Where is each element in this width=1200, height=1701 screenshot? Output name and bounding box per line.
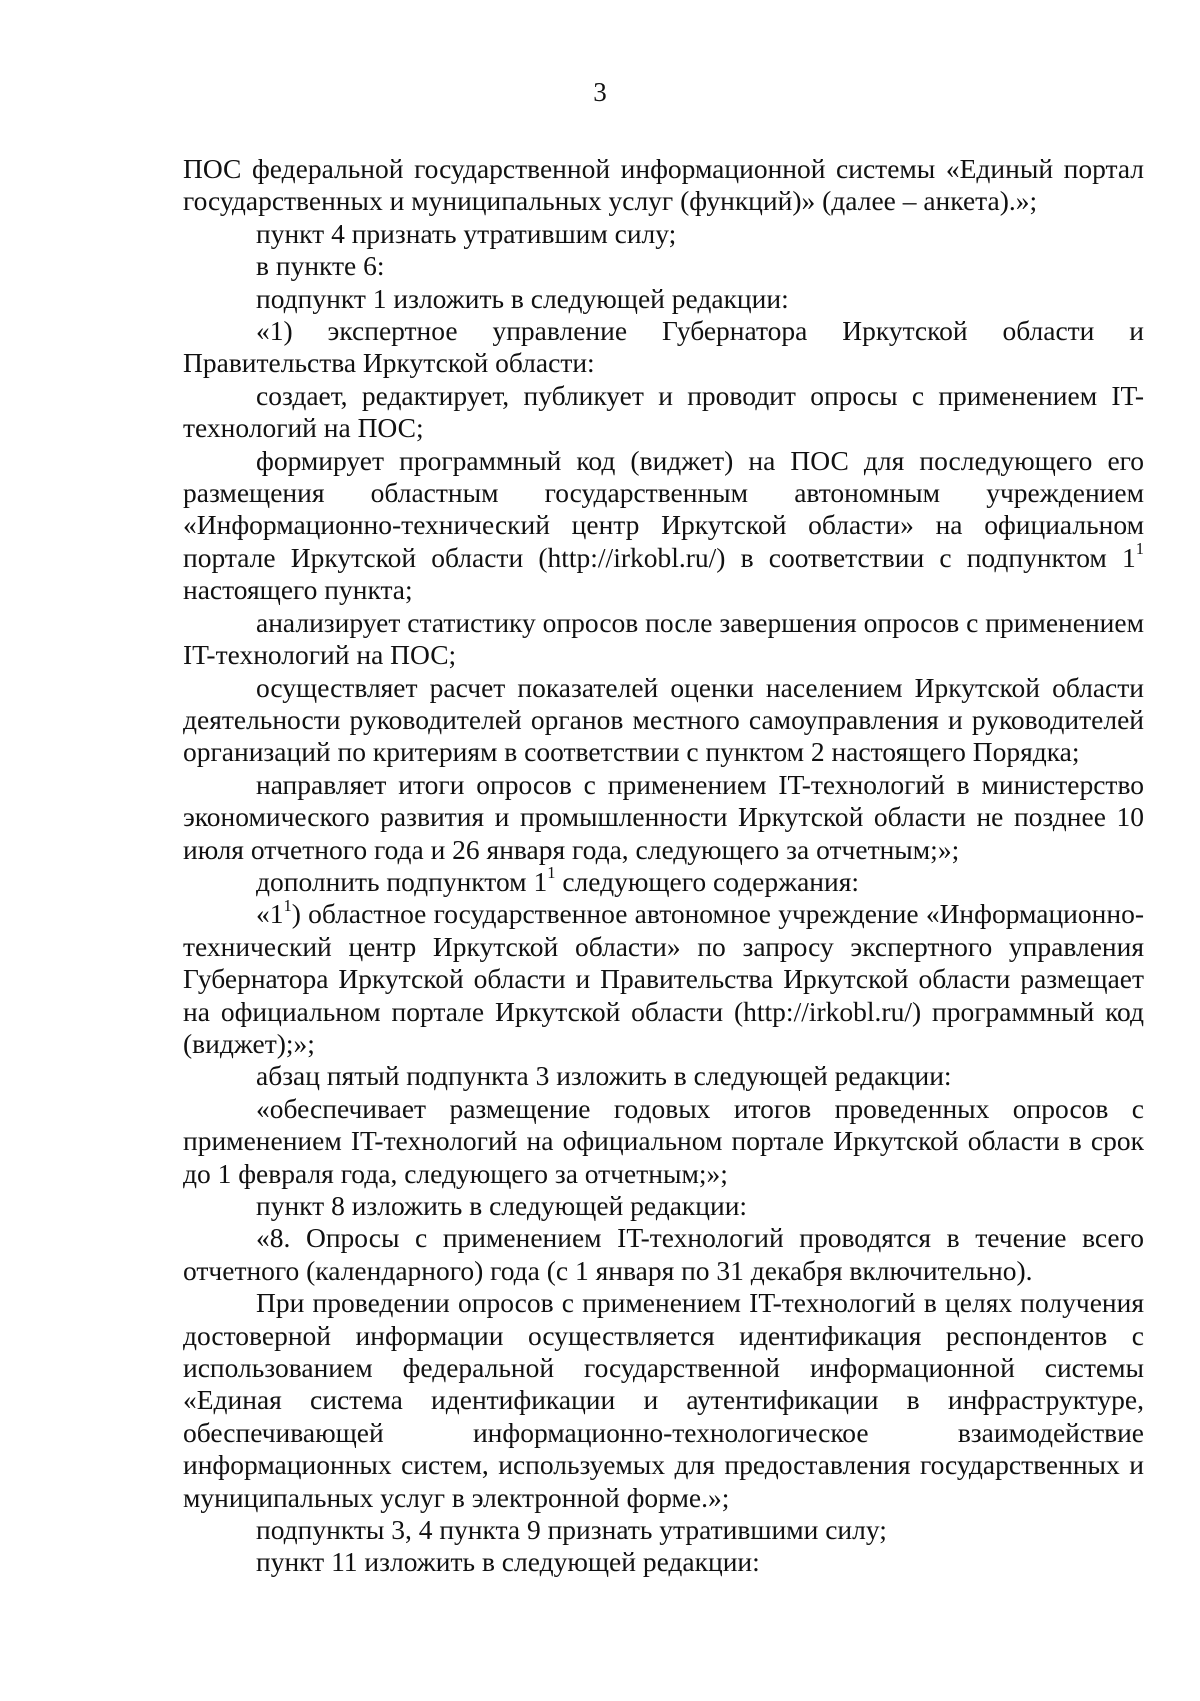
paragraph-6: создает, редактирует, публикует и проводит опросы с применением IT-технологий на ПОС; <box>183 379 1144 444</box>
paragraph-10: направляет итоги опросов с применением IT-технологий в министерство экономического развития и промышленности Иркутской области не позднее 10 июля отчетного года и 26 января года, следующего за отчетным;»; <box>183 768 1144 865</box>
paragraph-12: «$1^1$) областное государственное автономное учреждение «Информационно-технический центр Иркутской области» по запросу экспертного управления Губернатора Иркутской области и Правительства Иркутской области размещает на официальном портале Иркутской области (http://irkobl.ru/) программный код (виджет);»; <box>183 895 1144 1059</box>
paragraph-9: осуществляет расчет показателей оценки населением Иркутской области деятельности руководителей органов местного самоуправления и руководителей организаций по критериям в соответствии с пунктом 2 настоящего Порядка; <box>183 671 1144 768</box>
paragraph-7: формирует программный код (виджет) на ПОС для последующего его размещения областным государственным автономным учреждением «Информационно-технический центр Иркутской области» на официальном портале Иркутской области (http://irkobl.ru/) в соответствии с подпунктом $1^1$ настоящего пункта; <box>183 444 1144 606</box>
paragraph-15: пункт 8 изложить в следующей редакции: <box>256 1190 748 1221</box>
paragraph-16: «8. Опросы с применением IT-технологий проводятся в течение всего отчетного (календарного) года (с 1 января по 31 декабря включительно). <box>183 1222 1144 1286</box>
paragraph-11: дополнить подпунктом $1^1$ следующего содержания: <box>256 863 860 897</box>
paragraph-8: анализирует статистику опросов после завершения опросов с применением IT-технологий на ПОС; <box>183 606 1144 671</box>
paragraph-13: абзац пятый подпункта 3 изложить в следующей редакции: <box>256 1060 952 1092</box>
paragraph-3: в пункте 6: <box>256 250 385 282</box>
paragraph-5: «1) экспертное управление Губернатора Иркутской области и Правительства Иркутской области: <box>183 315 1144 379</box>
paragraph-14: «обеспечивает размещение годовых итогов проведенных опросов с применением IT-технологий на официальном портале Иркутской области в срок до 1 февраля года, следующего за отчетным;»; <box>183 1092 1144 1189</box>
superscript: 1 <box>1135 539 1144 559</box>
paragraph-18: подпункты 3, 4 пункта 9 признать утратившими силу; <box>256 1514 887 1546</box>
paragraph-2: пункт 4 признать утратившим силу; <box>256 217 677 249</box>
superscript: 1 <box>283 895 292 915</box>
paragraph-17: При проведении опросов с применением IT-технологий в целях получения достоверной информации осуществляется идентификация респондентов с использованием федеральной государственной информационной системы «Единая система идентификации и аутентификации в инфраструктуре, обеспечивающей информационно-технологическое взаимодействие информационных систем, используемых для предоставления государственных и муниципальных услуг в электронной форме.»; <box>183 1287 1144 1513</box>
paragraph-4: подпункт 1 изложить в следующей редакции: <box>256 282 789 314</box>
paragraph-19: пункт 11 изложить в следующей редакции: <box>256 1546 760 1578</box>
document-body <box>183 153 1144 1579</box>
page-number: 3 <box>593 77 607 107</box>
superscript: 1 <box>547 863 556 883</box>
paragraph-1: ПОС федеральной государственной информационной системы «Единый портал государственных и муниципальных услуг (функций)» (далее – анкета).»; <box>183 153 1144 217</box>
